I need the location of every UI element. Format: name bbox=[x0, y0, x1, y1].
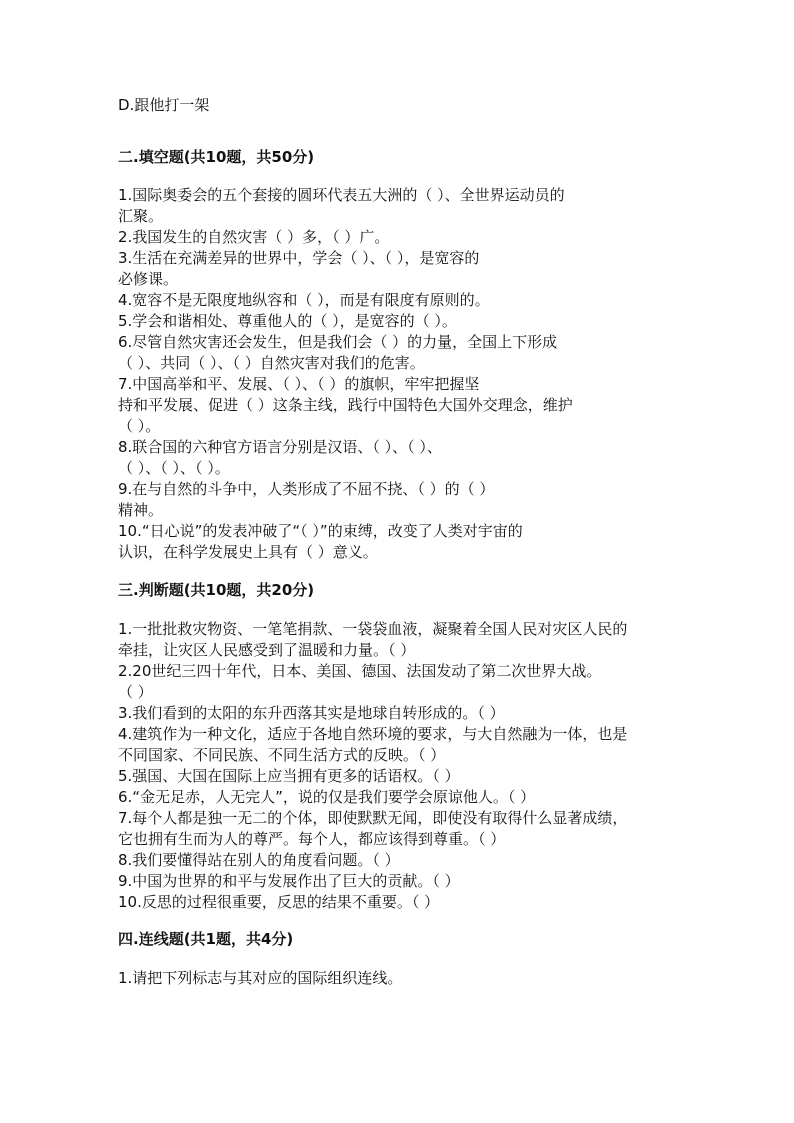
section2-heading: 二.填空题(共10题，共50分) bbox=[118, 148, 315, 166]
section4-heading: 四.连线题(共1题，共4分) bbox=[118, 930, 294, 948]
judge-line: 牵挂，让灾区人民感受到了温暖和力量。（ ） bbox=[118, 641, 416, 659]
judge-line: 7.每个人都是独一无二的个体，即使默默无闻，即使没有取得什么显著成绩， bbox=[118, 809, 628, 827]
judge-line: 2.20世纪三四十年代，日本、美国、德国、法国发动了第二次世界大战。 bbox=[118, 662, 602, 680]
judge-line: 1.一批批救灾物资、一笔笔捐款、一袋袋血液，凝聚着全国人民对灾区人民的 bbox=[118, 620, 628, 638]
fill-line: （ ）、共同（ ）、（ ）自然灾害对我们的危害。 bbox=[118, 354, 425, 372]
judge-line: 3.我们看到的太阳的东升西落其实是地球自转形成的。（ ） bbox=[118, 704, 505, 722]
fill-line: （ ）。 bbox=[118, 417, 161, 435]
judge-line: （ ） bbox=[118, 683, 153, 701]
judge-line: 10.反思的过程很重要，反思的结果不重要。（ ） bbox=[118, 893, 440, 911]
option-d-text: D.跟他打一架 bbox=[118, 96, 210, 114]
fill-line: 4.宽容不是无限度地纵容和（ ），而是有限度有原则的。 bbox=[118, 291, 490, 309]
fill-line: 6.尽管自然灾害还会发生，但是我们会（ ）的力量，全国上下形成 bbox=[118, 333, 558, 351]
fill-line: 3.生活在充满差异的世界中，学会（ ）、（ ），是宽容的 bbox=[118, 249, 480, 267]
fill-line: 必修课。 bbox=[118, 270, 179, 288]
fill-line: 10.“日心说”的发表冲破了“（ ）”的束缚，改变了人类对宇宙的 bbox=[118, 522, 523, 540]
fill-line: 8.联合国的六种官方语言分别是汉语、（ ）、（ ）、 bbox=[118, 438, 442, 456]
section3-heading: 三.判断题(共10题，共20分) bbox=[118, 581, 315, 599]
judge-line: 4.建筑作为一种文化，适应于各地自然环境的要求，与大自然融为一体，也是 bbox=[118, 725, 628, 743]
judge-line: 5.强国、大国在国际上应当拥有更多的话语权。（ ） bbox=[118, 767, 460, 785]
fill-line: 5.学会和谐相处、尊重他人的（ ），是宽容的（ ）。 bbox=[118, 312, 457, 330]
fill-line: 2.我国发生的自然灾害（ ）多，（ ）广。 bbox=[118, 228, 390, 246]
judge-line: 它也拥有生而为人的尊严。每个人，都应该得到尊重。（ ） bbox=[118, 830, 506, 848]
judge-line: 8.我们要懂得站在别人的角度看问题。（ ） bbox=[118, 851, 400, 869]
judge-line: 不同国家、不同民族、不同生活方式的反映。（ ） bbox=[118, 746, 446, 764]
fill-line: 持和平发展、促进（ ）这条主线，践行中国特色大国外交理念，维护 bbox=[118, 396, 573, 414]
match-line: 1.请把下列标志与其对应的国际组织连线。 bbox=[118, 969, 403, 987]
judge-line: 9.中国为世界的和平与发展作出了巨大的贡献。（ ） bbox=[118, 872, 460, 890]
fill-line: （ ）、（ ）、（ ）。 bbox=[118, 459, 230, 477]
fill-line: 认识，在科学发展史上具有（ ）意义。 bbox=[118, 543, 378, 561]
fill-line: 汇聚。 bbox=[118, 207, 164, 225]
fill-line: 精神。 bbox=[118, 501, 164, 519]
judge-line: 6.“金无足赤，人无完人”，说的仅是我们要学会原谅他人。（ ） bbox=[118, 788, 536, 806]
fill-line: 1.国际奥委会的五个套接的圆环代表五大洲的（ ）、全世界运动员的 bbox=[118, 186, 565, 204]
fill-line: 9.在与自然的斗争中，人类形成了不屈不挠、（ ）的（ ） bbox=[118, 480, 495, 498]
fill-line: 7.中国高举和平、发展、（ ）、（ ）的旗帜，牢牢把握坚 bbox=[118, 375, 480, 393]
